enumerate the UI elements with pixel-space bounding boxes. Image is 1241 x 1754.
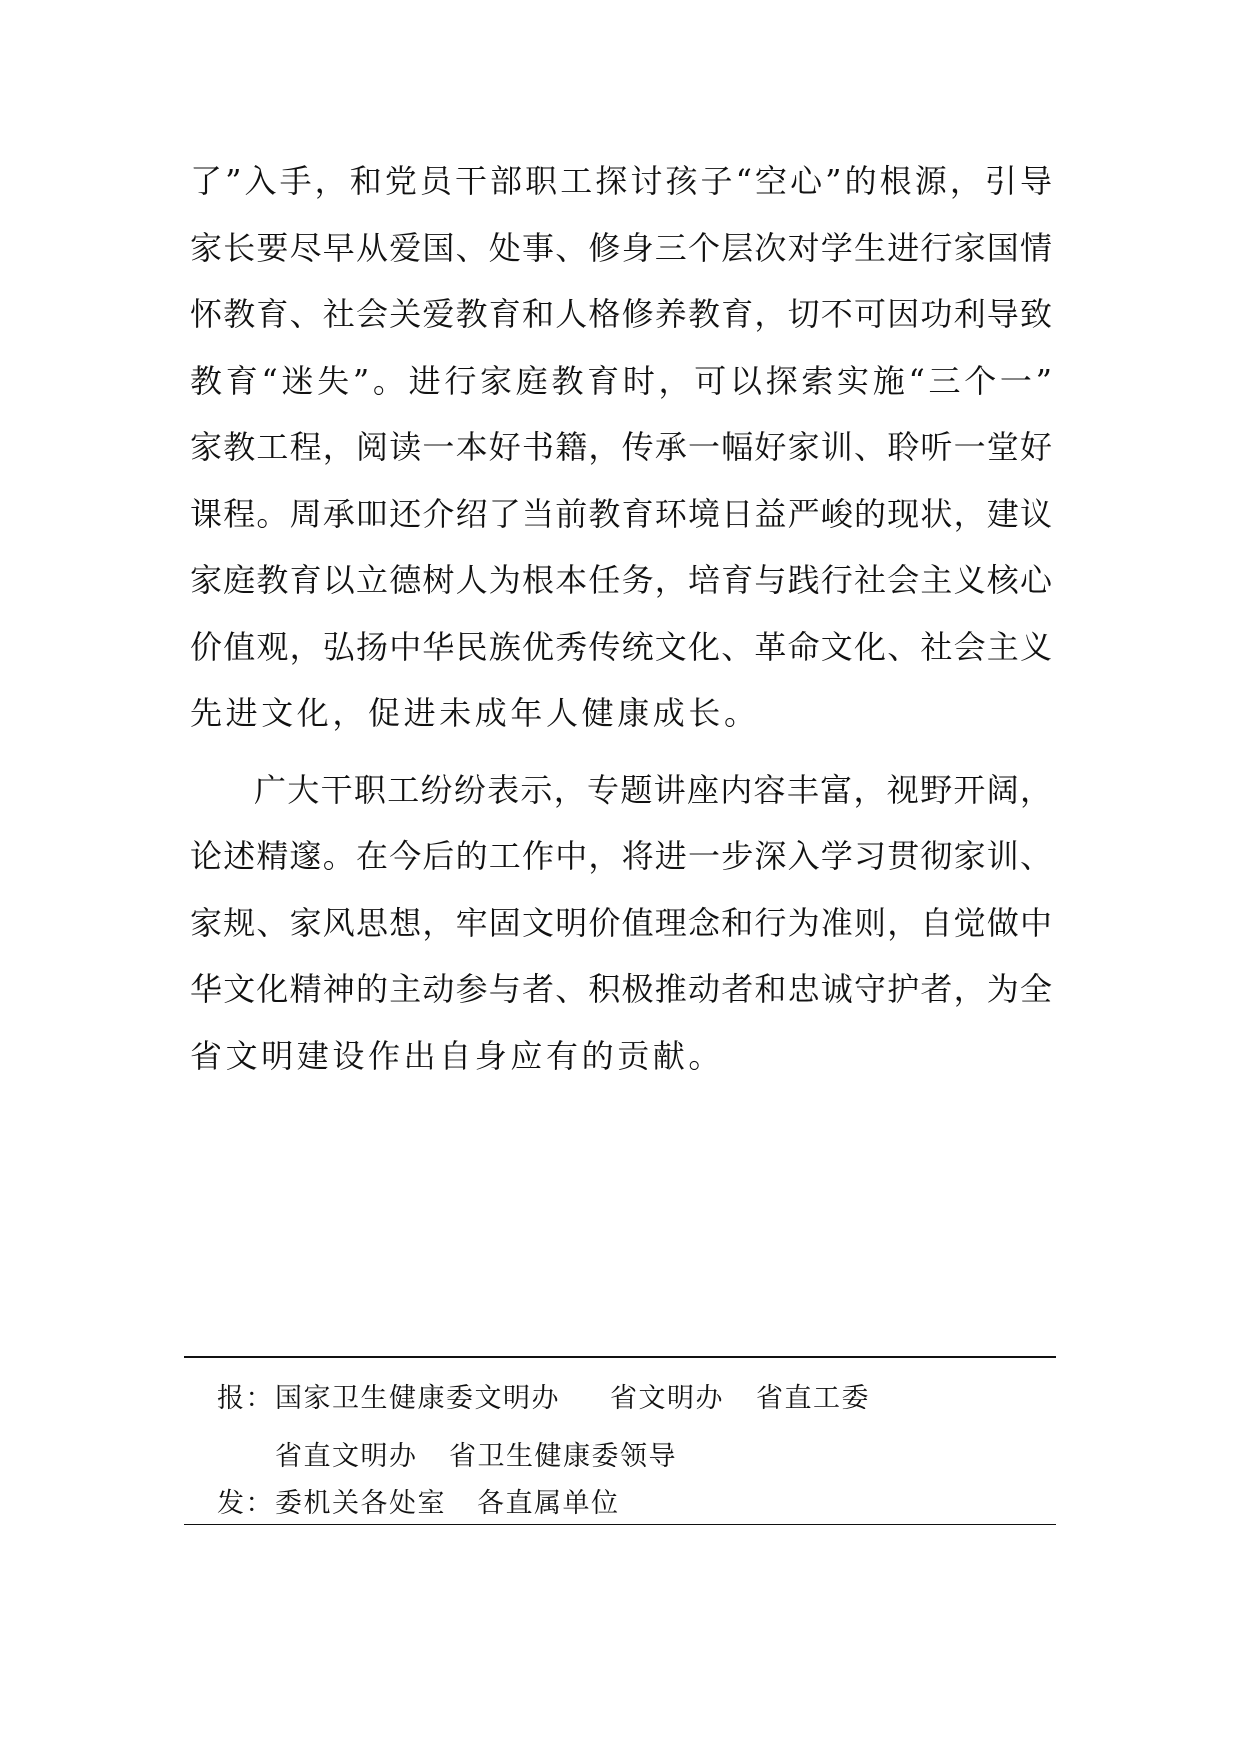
report-label: 报： xyxy=(217,1383,274,1414)
text-line: 华文化精神的主动参与者、积极推动者和忠诚守护者，为全 xyxy=(190,970,1052,1008)
send-row xyxy=(184,1487,1056,1521)
text-line: 广大干职工纷纷表示，专题讲座内容丰富，视野开阔， xyxy=(254,770,1052,809)
text-line: 了”入手，和党员干部职工探讨孩子“空心”的根源，引导 xyxy=(190,162,1052,200)
report-recipient: 省直文明办 xyxy=(275,1441,418,1472)
report-recipient: 省文明办 xyxy=(610,1383,724,1414)
send-recipient: 各直属单位 xyxy=(477,1488,620,1519)
text-line: 家教工程，阅读一本好书籍，传承一幅好家训、聆听一堂好 xyxy=(190,428,1052,466)
text-line: 家庭教育以立德树人为根本任务，培育与践行社会主义核心 xyxy=(190,561,1052,599)
text-line: 怀教育、社会关爱教育和人格修养教育，切不可因功利导致 xyxy=(190,295,1052,333)
report-recipient: 省卫生健康委领导 xyxy=(449,1441,677,1472)
text-line: 家规、家风思想，牢固文明价值理念和行为准则，自觉做中 xyxy=(190,903,1052,942)
paragraph-spacing xyxy=(190,751,1052,761)
text-line: 省文明建设作出自身应有的贡献。 xyxy=(190,1036,725,1075)
report-recipient: 国家卫生健康委文明办 xyxy=(275,1383,560,1414)
text-line: 价值观，弘扬中华民族优秀传统文化、革命文化、社会主义 xyxy=(190,627,1052,666)
top-rule-divider xyxy=(184,1356,1056,1358)
send-label: 发： xyxy=(217,1488,274,1519)
document-body xyxy=(190,152,1052,1093)
report-recipient: 省直工委 xyxy=(756,1383,870,1414)
text-line: 论述精邃。在今后的工作中，将进一步深入学习贯彻家训、 xyxy=(190,837,1052,875)
send-recipient: 委机关各处室 xyxy=(275,1488,446,1519)
distribution-block xyxy=(184,1356,1056,1528)
paragraph-2 xyxy=(190,761,1052,1094)
text-line: 教育“迷失”。进行家庭教育时，可以探索实施“三个一” xyxy=(190,361,1052,400)
text-line: 先进文化，促进未成年人健康成长。 xyxy=(190,694,760,732)
bottom-rule-divider xyxy=(184,1524,1056,1525)
report-row-2 xyxy=(184,1440,1056,1474)
report-row-1 xyxy=(184,1382,1056,1416)
text-line: 课程。周承吅还介绍了当前教育环境日益严峻的现状，建议 xyxy=(190,494,1052,533)
text-line: 家长要尽早从爱国、处事、修身三个层次对学生进行家国情 xyxy=(190,228,1052,267)
paragraph-1 xyxy=(190,152,1052,751)
